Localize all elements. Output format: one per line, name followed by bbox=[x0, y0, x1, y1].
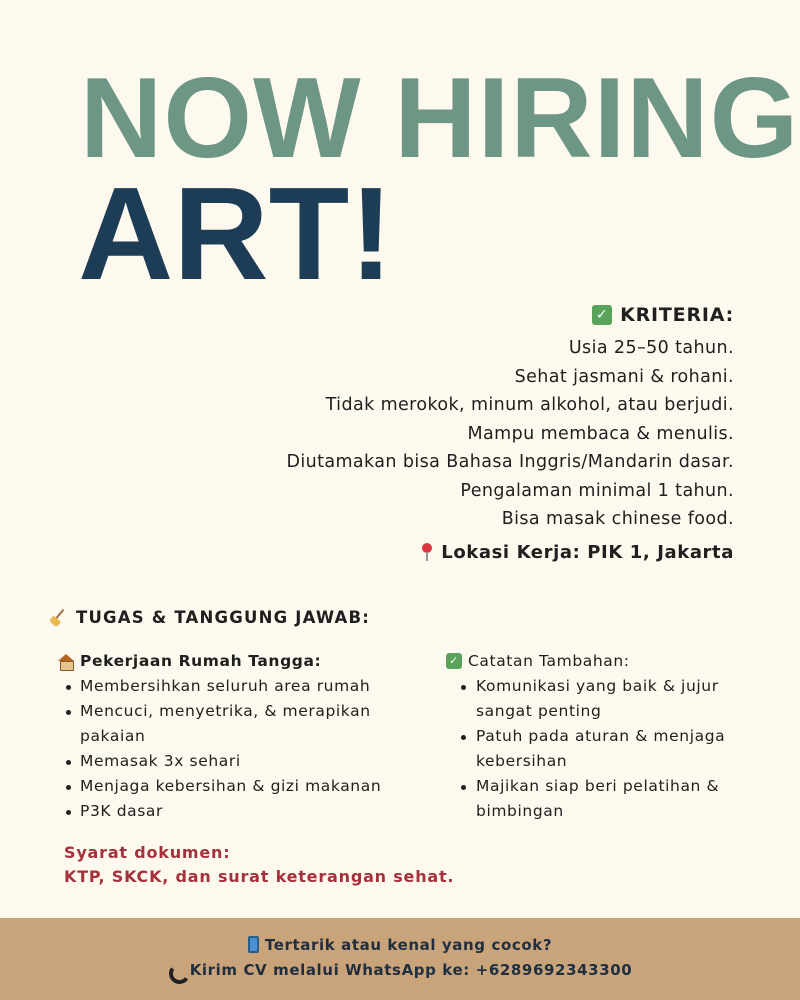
criteria-section bbox=[286, 304, 734, 563]
criteria-item: Usia 25–50 tahun. bbox=[568, 338, 734, 358]
notes-heading: Catatan Tambahan: bbox=[468, 652, 630, 670]
list-item: Memasak 3x sehari bbox=[58, 749, 418, 774]
household-heading: Pekerjaan Rumah Tangga: bbox=[80, 652, 322, 670]
headline-now-hiring: NOW HIRING bbox=[80, 55, 800, 182]
house-icon bbox=[58, 654, 74, 669]
documents-value: KTP, SKCK, dan surat keterangan sehat. bbox=[64, 867, 455, 886]
criteria-item: Pengalaman minimal 1 tahun. bbox=[460, 480, 734, 501]
list-item: Membersihkan seluruh area rumah bbox=[58, 674, 418, 699]
footer-whatsapp: Kirim CV melalui WhatsApp ke: +6289692343300 bbox=[189, 960, 633, 979]
tasks-title-row bbox=[50, 608, 370, 627]
contact-footer bbox=[0, 918, 800, 1000]
footer-line-2 bbox=[0, 957, 800, 982]
telephone-receiver-icon bbox=[168, 962, 184, 978]
pin-icon bbox=[421, 543, 433, 561]
headline-art: ART! bbox=[78, 160, 394, 307]
check-mark-icon: ✓ bbox=[592, 305, 612, 325]
criteria-item: Bisa masak chinese food. bbox=[501, 509, 734, 529]
notes-heading-row bbox=[446, 648, 746, 674]
criteria-title: KRITERIA: bbox=[620, 304, 734, 326]
footer-line-1 bbox=[0, 932, 800, 957]
criteria-item: Mampu membaca & menulis. bbox=[467, 423, 734, 444]
criteria-list bbox=[286, 334, 734, 534]
location-row bbox=[286, 542, 734, 563]
household-task-list bbox=[58, 674, 418, 824]
broom-icon bbox=[50, 609, 68, 627]
documents-section bbox=[64, 841, 454, 889]
criteria-item: Sehat jasmani & rohani. bbox=[514, 366, 734, 387]
location-text: Lokasi Kerja: PIK 1, Jakarta bbox=[441, 541, 734, 563]
household-heading-row bbox=[58, 648, 418, 674]
list-item: P3K dasar bbox=[58, 799, 418, 824]
additional-notes-column bbox=[446, 648, 746, 824]
check-mark-icon: ✓ bbox=[446, 653, 462, 669]
list-item: Komunikasi yang baik & jujur sangat penting bbox=[446, 674, 746, 724]
documents-label: Syarat dokumen: bbox=[64, 843, 231, 862]
list-item: Patuh pada aturan & menjaga kebersihan bbox=[446, 724, 746, 774]
tasks-title: TUGAS & TANGGUNG JAWAB: bbox=[76, 608, 371, 627]
footer-cta: Tertarik atau kenal yang cocok? bbox=[264, 935, 553, 954]
notes-list bbox=[446, 674, 746, 824]
mobile-phone-icon bbox=[248, 936, 259, 953]
criteria-item: Tidak merokok, minum alkohol, atau berjudi. bbox=[325, 395, 734, 415]
list-item: Menjaga kebersihan & gizi makanan bbox=[58, 774, 418, 799]
criteria-item: Diutamakan bisa Bahasa Inggris/Mandarin dasar. bbox=[286, 452, 734, 472]
list-item: Mencuci, menyetrika, & merapikan pakaian bbox=[58, 699, 418, 749]
household-tasks-column bbox=[58, 648, 418, 824]
list-item: Majikan siap beri pelatihan & bimbingan bbox=[446, 774, 746, 824]
criteria-title-row bbox=[286, 304, 734, 326]
